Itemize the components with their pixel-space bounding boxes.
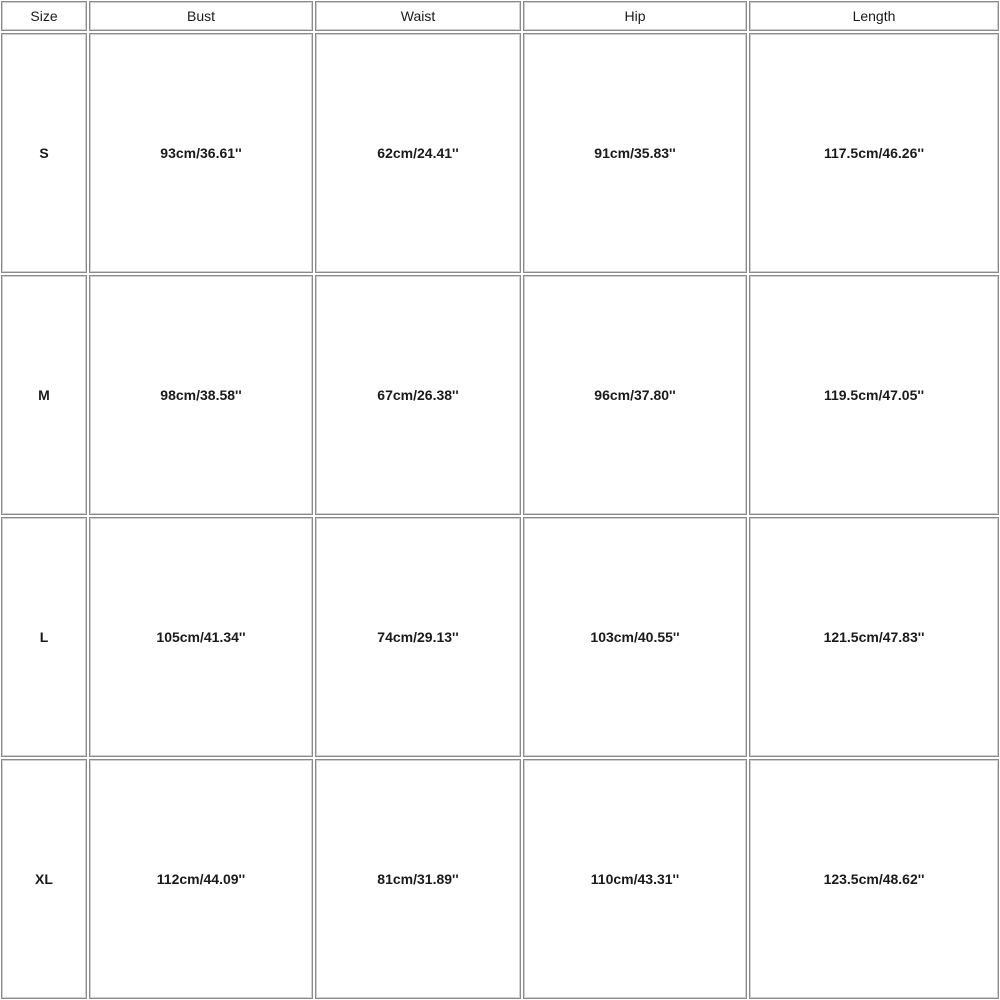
table-cell-hip: 96cm/37.80'' — [523, 275, 747, 515]
header-size: Size — [1, 1, 87, 31]
table-cell-bust: 98cm/38.58'' — [89, 275, 313, 515]
header-bust: Bust — [89, 1, 313, 31]
table-cell-waist: 81cm/31.89'' — [315, 759, 521, 999]
table-cell-hip: 103cm/40.55'' — [523, 517, 747, 757]
table-cell-length: 117.5cm/46.26'' — [749, 33, 999, 273]
table-cell-waist: 67cm/26.38'' — [315, 275, 521, 515]
table-cell-size: XL — [1, 759, 87, 999]
table-cell-size: S — [1, 33, 87, 273]
header-waist: Waist — [315, 1, 521, 31]
table-cell-length: 121.5cm/47.83'' — [749, 517, 999, 757]
header-hip: Hip — [523, 1, 747, 31]
table-cell-bust: 93cm/36.61'' — [89, 33, 313, 273]
table-cell-hip: 91cm/35.83'' — [523, 33, 747, 273]
table-cell-size: M — [1, 275, 87, 515]
table-cell-bust: 105cm/41.34'' — [89, 517, 313, 757]
table-cell-length: 123.5cm/48.62'' — [749, 759, 999, 999]
table-cell-length: 119.5cm/47.05'' — [749, 275, 999, 515]
table-cell-waist: 62cm/24.41'' — [315, 33, 521, 273]
table-cell-bust: 112cm/44.09'' — [89, 759, 313, 999]
table-cell-hip: 110cm/43.31'' — [523, 759, 747, 999]
header-length: Length — [749, 1, 999, 31]
table-cell-waist: 74cm/29.13'' — [315, 517, 521, 757]
table-cell-size: L — [1, 517, 87, 757]
